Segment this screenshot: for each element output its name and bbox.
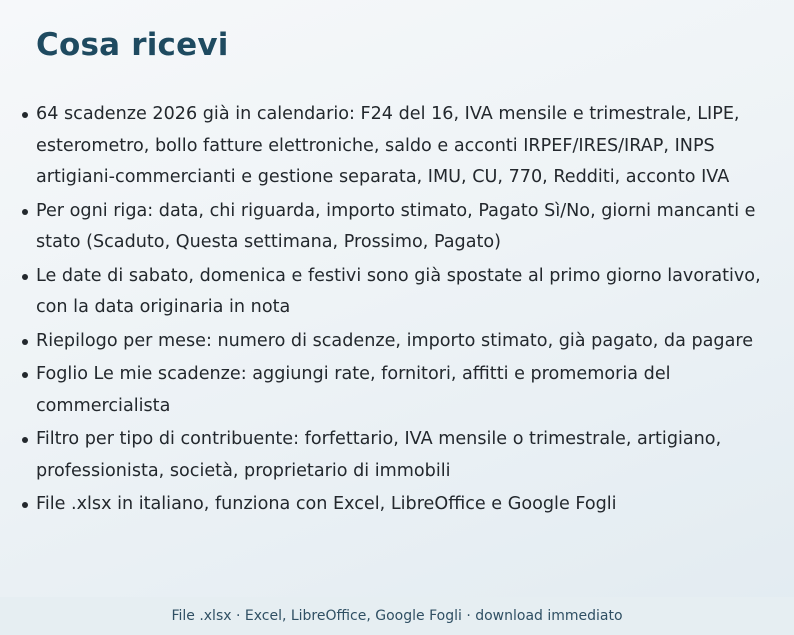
page-title: Cosa ricevi <box>36 27 229 63</box>
list-item: Le date di sabato, domenica e festivi sono già spostate al primo giorno lavorativo, con la data originaria in nota <box>36 261 766 324</box>
feature-list <box>36 99 766 523</box>
list-item: Foglio Le mie scadenze: aggiungi rate, fornitori, affitti e promemoria del commercialista <box>36 359 766 422</box>
list-item: Riepilogo per mese: numero di scadenze, importo stimato, già pagato, da pagare <box>36 326 766 358</box>
list-item: 64 scadenze 2026 già in calendario: F24 del 16, IVA mensile e trimestrale, LIPE, esterometro, bollo fatture elettroniche, saldo e acconti IRPEF/IRES/IRAP, INPS artigiani-commercianti e gestione separata, IMU, CU, 770, Redditi, acconto IVA <box>36 99 766 194</box>
list-item: Per ogni riga: data, chi riguarda, importo stimato, Pagato Sì/No, giorni mancanti e stato (Scaduto, Questa settimana, Prossimo, Pagato) <box>36 196 766 259</box>
footer-bar <box>0 597 794 635</box>
list-item: Filtro per tipo di contribuente: forfettario, IVA mensile o trimestrale, artigiano, professionista, società, proprietario di immobili <box>36 424 766 487</box>
list-item: File .xlsx in italiano, funziona con Excel, LibreOffice e Google Fogli <box>36 489 766 521</box>
footer-text: File .xlsx · Excel, LibreOffice, Google Fogli · download immediato <box>171 608 623 624</box>
